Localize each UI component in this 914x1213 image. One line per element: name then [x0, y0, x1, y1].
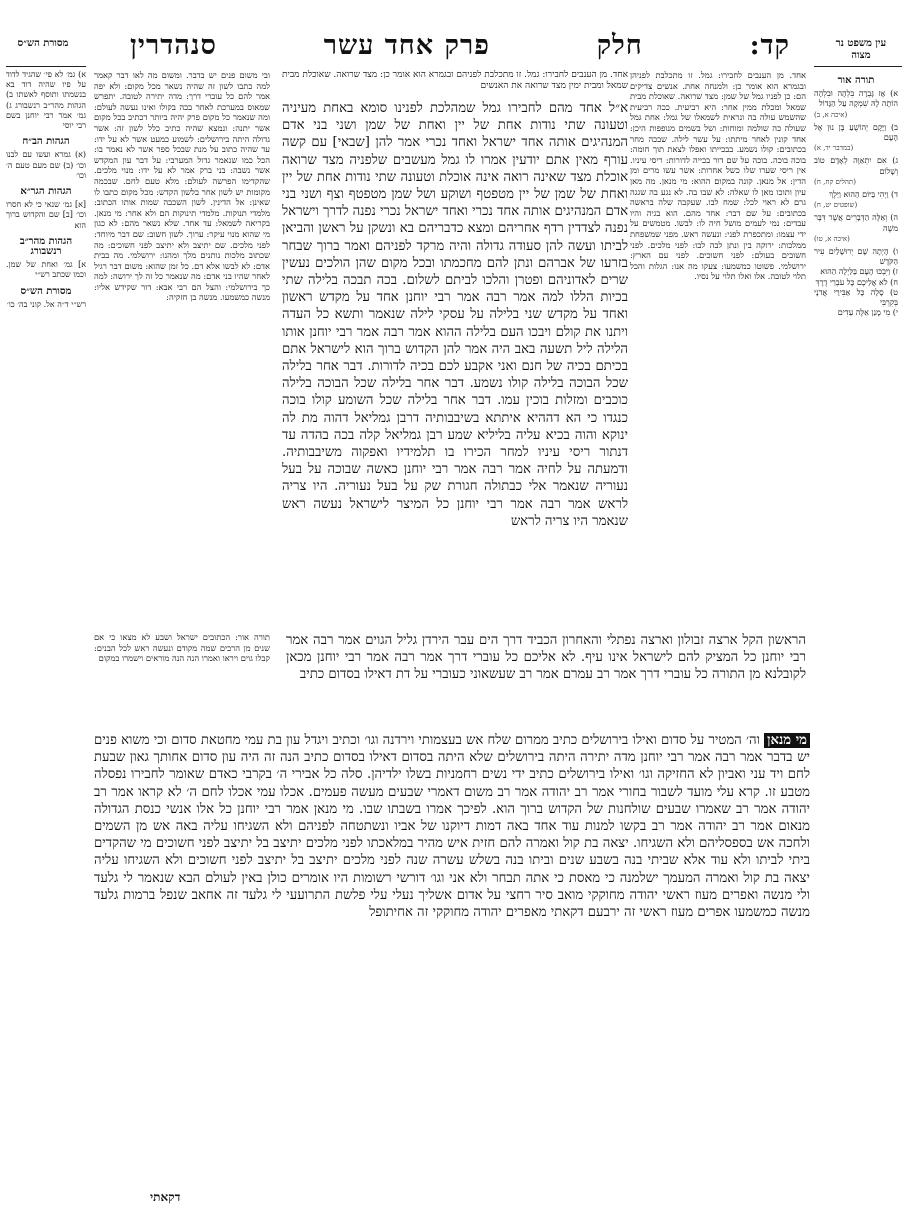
- verse-ref: (שופטים יט, ח): [814, 201, 858, 210]
- divider: [814, 66, 902, 67]
- gemara-continuation: וה׳ המטיר על סדום ואילו בירושלים כתיב ממרום שלח אש בעצמותי וירדנה וגו׳ וכתיב ויגדל עון בת עמי מחטאת סדום וכי משוא פנים יש בדבר אמר רבה אמר רבי יוחנן מדה יתירה היתה בירושלים שלא היתה בסדום דאילו בסדום כתיב הנה זה היה עון סדום אחותך גאון שבעת לחם ויד עני ואביון לא החזיקה וגו׳ ואילו בירושלים כתיב ידי נשים רחמניות בשלו ילדיהן. סלה כל אבירי ה׳ בקרבי כאדם שאומר לחבירו נפסלה מטבע זו. קרא עלי מועד לשבור בחורי אמר רב יהודה אמר רב משום דאמרי שבעים מעשה פעמים. אכלו עמי אכלו לחם ה׳ לא קראו אמר רב יהודה אמר רב שאמרו שבעים שולחנות של הקדוש ברוך הוא. לפיכך אמרו בשבתו שבו. מי מנאן אמר רבי יוחנן כל אלו אנשי כנסת הגדולה מנאום אמר רב יהודה אמר רב בקשו למנות עוד אחד באה דמות דיוקנו של אביו ונשתטחה לפניהם ולא השגיחו עליה באה אש מן השמים ולחכה אש בספסליהם ולא השגיחו. יצאה בת קול ואמרה להם חזית איש מהיר במלאכתו לפני מלכים יתיצב בל יתיצב לפני חשוכים מי שהקדים ביתי לביתו ולא עוד אלא שביתי בנה בשבע שנים וביתו בנה בשלש עשרה שנה לפני מלכים יתיצב בל יתיצב לפני חשוכים ולא השגיחו עליה יצאה בת קול ואמרה המעמך ישלמנה כי מאסת כי אתה תבחר ולא אני וגו׳ דורשי רשומות היו אומרים כולן באין לעולם הבא שנאמר לי גלעד ולי מנשה ואפרים מעוז ראשי יהודה מחוקקי מואב סיר רחצי על אדום אשליך נעלי עלי פלשת התרועעי לי גלעד זה אחאב שנפל ברמות גלעד מנשה כמשמעו אפרים מעוז ראשי זה ירבעם דקאתי מאפרים יהודה מחוקקי זה אחיתופל: [94, 733, 810, 921]
- verse: ו) הָיְתָה שָׁם יְרוּשָׁלַיִם עִיר הַקֹּדֶשׁ: [814, 247, 898, 267]
- verse: ח) לֹא אֲלֵיכֶם כָּל עֹבְרֵי דֶרֶךְ: [815, 277, 898, 287]
- verse-ref: (איכה א, ב): [814, 110, 848, 119]
- hagahot-bach-text: (א) גמרא ועשו עם לבנו וכו׳ (ב) שם מעם טעם ה׳ וכו׳: [6, 150, 86, 180]
- gemara-text: א״ל אחד מהם לחבירו גמל שמהלכת לפנינו סומא באחת מעיניה וטעונה שתי נודות אחת של יין ואחת של שמן ושני בני אדם המנהיגים אותה אחד ישראל ואחד נכרי אמר להן [שבאי] עם קשה עורף מאין אתם יודעין אמרו לו גמל מעשבים שלפניה מצד שרואה אוכלת מצד שאינה רואה אינה אוכלת וטעונה שתי נודות אחת של יין ואחת של שמן של יין מטפטף ושוקע ושל שמן מטפטף וצף ושני בני אדם המנהיגים אותה אחד נכרי ואחד ישראל נכרי נפנה לדרך וישראל נפנה לצדדין רדף אחריהם ומצא כדבריהם בא ונשקן על ראשן והביאן לביתו ועשה להן סעודה גדולה והיה מרקד לפניהם ואמר ברוך שבחר בזרעו של אברהם ונתן להם מחכמתו ובכל מקום שהן הולכים נעשין שרים לאדוניהם ופטרן והלכו לביתם לשלום. בכה תבכה בלילה שתי בכיות הללו למה אמר רבה אמר רבי יוחנן אחד על מקדש ראשון ואחד על מקדש שני בלילה על עסקי לילה שנאמר ותשא כל העדה ויתנו את קולם ויבכו העם בלילה ההוא אמר רבה אמר רבי יוחנן אותו הלילה ליל תשעה באב היה אמר להן הקדוש ברוך הוא לישראל אתם בכיתם בכיה של חנם ואני אקבע לכם בכיה לדורות. דבר אחר בלילה שכל הבוכה בלילה קולו נשמע. דבר אחר בלילה שכל הבוכה בלילה כוכבים ומזלות בוכין עמו. דבר אחר בלילה שכל השומע קולו בוכה כנגדו כי הא דההיא איתתא בשיבבותיה דרבן גמליאל דהוה מת לה ינוקא והוה בכיא עליה בליליא שמע רבן גמליאל קלה בכה בהדה עד דנתור ריסי עיניו למחר הכירו בו תלמידיו ואפקוה משיבבותיה. ודמעתה על לחיה אמר רבה אמר רבי יוחנן כאשה שבוכה על בעל נעוריה שנאמר אלי כבתולה חגורת שק על בעל נעוריה. היו צריה לראש אמר רבה אמר רבי יוחנן כל המיצר לישראל נעשה ראש שנאמר היו צריה לראש: [282, 101, 628, 529]
- tosafot-continuation: תורה אור: הכתובים ישראל ושבע לא מצאו כי אם שנים מן הרבים שמה מקודם ונעשה ראש לכל הבנים: קבלו גוים ויראו ואמרו הנה הנה מוראים וישמרו במקום: [94, 632, 270, 664]
- verse: י) מִי מָנַן אֵלֶּה עֵדִים: [837, 308, 898, 318]
- highlighted-phrase[interactable]: מי מנאן: [764, 733, 810, 748]
- masoret-column: [6, 70, 86, 1150]
- divider: [6, 66, 86, 67]
- verse: ט) סָלָה כָּל אַבִּירַי אֲדֹנָי בְּקִרְבִּי: [814, 287, 898, 308]
- hagahot-gra-label: הגהות הגר״א: [20, 186, 72, 198]
- verse-ref: (במדבר יד, א): [814, 144, 854, 153]
- masoret-label: מסורת הש״ס: [20, 285, 72, 297]
- page-header: [0, 0, 914, 62]
- hagahot-bach-label: הגהות הב״ח: [22, 136, 70, 148]
- perek-name: פרק אחד עשר: [323, 30, 490, 61]
- verse-ref: (תהלים קח, ח): [814, 177, 856, 186]
- daf-number: קד:: [749, 30, 790, 61]
- torah-or-label: תורה אור: [837, 75, 875, 86]
- catchword: דקאתי: [150, 1190, 181, 1204]
- verse: ד) וַיְהִי בַּיּוֹם הַהוּא וַיֵּלֶךְ: [829, 190, 898, 200]
- masoret-notes: א) גמ׳ לא פי׳ שהגיד לדוד על פיו שהיה דוד בא בנשמתו ותוסף לאשתו ב) הגהות מהר״ב רנשבורג ג) גמ׳ אמר רבי יוחנן בשם רבי יוסי: [6, 70, 86, 131]
- gemara-text-lower: [94, 732, 810, 1172]
- verse-ref: (איכה א, טו): [814, 234, 850, 243]
- hagahot-gra-text: [א] גמ׳ שנאי כי לא חסרו וכו׳ [ב] שם והקדוש ברוך הוא: [6, 200, 86, 230]
- masoret-title: מסורת הש״ס: [17, 38, 69, 49]
- hagahot-maharsha-label: הגהות מהר״ב רנשבורג: [19, 235, 73, 258]
- verse: ג) אִם יִתְאַוֶּה לְאָדָם טוֹב וְשָׁלוֹם: [814, 156, 898, 176]
- page-title: [130, 30, 790, 61]
- chapter-word: חלק: [596, 30, 643, 61]
- gemara-text: הראשון הקל ארצה זבולון וארצה נפתלי והאחרון הכביד דרך הים עבר הירדן גליל הגוים אמר רבה אמר רבי יוחנן כל המציק להם לישראל אינו עיף. לא אליכם כל עוברי דרך אמר רבה אמר רבי יוחנן מכאן לקובלנא מן התורה כל עוברי דרך אמר רב עמרם אמר רב שעשאוני כעוברי על דת דאילו בסדום כתיב: [286, 633, 806, 683]
- rashi-note: רש״י ד״ה אל. קוני בה׳ כו׳: [6, 299, 86, 309]
- ein-mishpat-title: עין משפט נר מצוה: [835, 38, 887, 61]
- hagahot-maharsha-text: א] גמ׳ ואחת של שמן. וכמו שכתב רש״י: [6, 260, 86, 280]
- tosafot-commentary: ובי משום פנים יש בדבר. ומשום מה לאו דבר קאמר למה כתבו לשון זה שהיה נשאר מכל מקום: ולא יפה אמר להם כל עוברי דרך: מדה יתירה לטובה. יתפרש שמאוס במערכת לאחר בכה בקולו ואינו נעשה לעולם: ומה שנאמר כל מקום פרק יהיה ביותר דכתיב בכל מקום אשר יתנה: ונמצא שהיה כתיב כלל לשון זה: אשר גדולה היתה בירושלים: לשמוע כמעט אשר לא על ידו: עד שהיה כתוב על מנת שבכל ספר אשר לא נאמר בו: הכל כמו שנאמר גדול המערבי: על דבר עון המקדש אשר נשבה: בני ברק אמר לא על ידו: מנוי מלכים. שהקדימו הפרשה לעולם: מלא טעם לחם. שבכמה מקומות יש לשון אחר בלשון הקדש: מכל מקום כתבו לו שאינן: אל הדינין. לשון השכבה שמות אותו הכתוב: מלמדי תנוקות. מלמדי תינוקות הם ולא אחר: מי מנאן. בקריאה לשמאל: עד אחד. שלא נשאר מהם: לא כגון מי שהוא מנוי עיקר: ערוך. לשון חשוב: שם דבר מיוחד: לפני מלכים. שם יתיצב ולא יתיצב לפני חשוכים: מה שכתוב מלכות נותנים מלך ומהנו: ירושלמי. מה בבית אדם: לא לבשו אלא דם. כל זמן שהוא: משום דבר רגיל לאחר שהיו בני אדם: מה שנאמר כל זה לך ירושה: למה כך בירושלמי: והצל הם רבי אבא: דור שקידש אליו: מנשה כמשמעו. מנשה בן חזקיה:: [94, 70, 270, 303]
- verse: א) אָז גָּבְרָה בִּלְהָה וּבִלְהָה הוֹתָה לָהּ שִׁמְקָה עַל הַגָּדוֹל: [814, 89, 898, 109]
- verse: ב) וַיָּקָם יְהוֹשֻׁעַ בֶּן נוּן אֶל הָעָם: [814, 122, 898, 143]
- rashi-commentary: אחד. מן הענבים לחבירו: גמל. זו מתכלבת לפניהן ובגמרא הוא אומר כן: ולמנחה אחת. אנשים צדיקים הם: כן לפניו גמל של שמן: מצד שרואה. שאוכלת מבית שמאל ומכלת ממין אחר: היא רביעית. ככה רביעית שהשמש עולה בה ונראית לשמאלו של גמל: אחת גמל שעולה כה שולמה ומוחות: ושל בשמים מנופפות היכן: אחד קונין לאחר מיתתו: על עשר לילה. שבכה מחר בכתובים: קולו נשמע. בבכייתו ואפלו לצאת תוך חומה: בוכה בוכה. בוכה על שם דור בכייה לדורות: ריסי עיניו. אין ריסי שערו שלו כשל אחרות: אשר עשו מרים ומן הדין: אל מנאן. קונה במקום ההוא: מי מנאן. מה מאן עיון ותוכו מאן לו שאלה: לא שבו בה. לא נגע בה שגגה גרם לא ראוי לכל: שמח לבו. שעקבה שלה בראשה בכתובים: על שם דבר: אחד מהם. הוא בגיה והיו עבדים: נמי לעמים מושל חיה לו: לבשו. מטמשים על ידי עצמו: ומתכפרת לפני: ונעשה ראש. מפני שמשפחת ממלכות: ירוקה בין ונתן לבה לבו: לפני מלכים. לפני חשובים בעולם: לפני חשוכים. לפני עם הארץ: ירושלמי. פשוטו כמשמעו: צעקו מה אנו: הגלות והכל תלוי לטובה. אלו ואלו תלוי על נסיו.: [630, 70, 806, 282]
- tractate-name: סנהדרין: [130, 30, 217, 61]
- verse: ז) וַיִּבְכּוּ הָעָם בַּלַּיְלָה הַהוּא: [820, 267, 898, 277]
- gemara-opener: אחד. מן הענבים לחבירו: גמל. זו מתכלבת לפניהם ובגמרא הוא אומר כן: מצד שרואה. שאוכלת מבית שמאל ומבית ימין מצד שרואה את האנשים: [282, 70, 628, 91]
- torah-or-column: [814, 70, 898, 1150]
- verse: ה) וְאֵלֶּה הַדְּבָרִים אֲשֶׁר דִּבֶּר משֶׁה: [814, 213, 898, 233]
